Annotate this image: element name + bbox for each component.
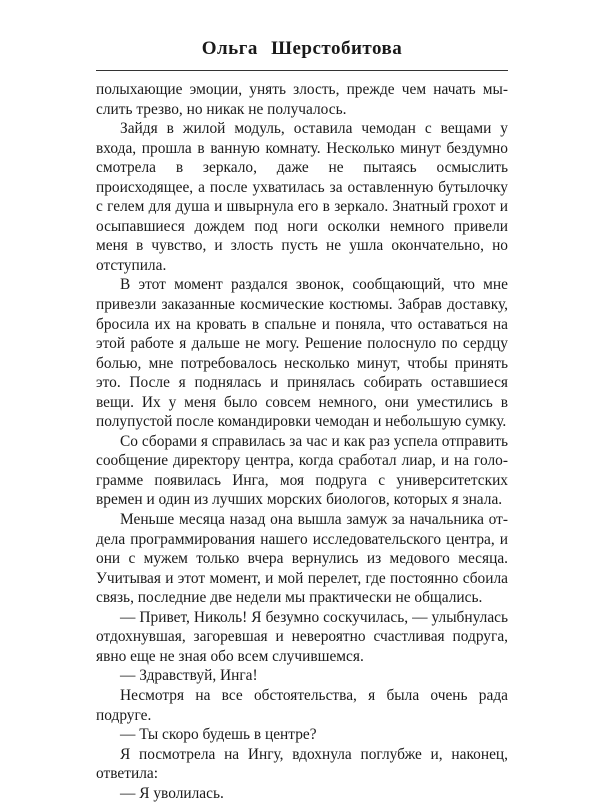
paragraph-3: В этот момент раздался звонок, сообщающий, что мне привезли заказанные космические костюмы. Забрав доставку, бросила их на кровать в спальне и поняла, что оставаться на этой работе я дальше не могу. Решение полоснуло по сердцу болью, мне потребовалось несколько минут, чтобы принять это. После я поднялась и принялась собирать оставшиеся вещи. Их у меня было совсем немного, они уместились в полупустой после командировки чемодан и небольшую сумку. [96, 276, 508, 431]
paragraph-2: Зайдя в жилой модуль, оставила чемодан с вещами у входа, прошла в ванную комнату. Несколько минут бездумно смотрела в зеркало, даже не пытаясь осмыслить происходящее, а после ухватилась за оставленную бутылочку с гелем для душа и швырнула его в зеркало. Знатный грохот и осыпавшиеся дождем под ноги осколки немного привели меня в чувство, и злость пусть не ушла окончательно, но отступила. [96, 120, 508, 274]
header-divider [96, 70, 508, 71]
paragraph-4: Со сборами я справилась за час и как раз успела отправить сообщение директору центра, когда сработал лиар, и на голограмме появилась Инга, моя подруга с университетских времен и один из лучших морских биологов, которых я знала. [96, 432, 508, 509]
page-body-text [96, 80, 508, 803]
paragraph-6-dialogue: — Привет, Николь! Я безумно соскучилась, — улыбнулась отдохнувшая, загоревшая и невероятно счастливая подруга, явно еще не зная обо всем случившемся. [96, 608, 508, 665]
paragraph-11-dialogue: — Я уволилась. [120, 784, 224, 802]
paragraph-1: полыхающие эмоции, унять злость, прежде чем начать мыслить трезво, но никак не получалось. [96, 81, 508, 118]
paragraph-7-dialogue: — Здравствуй, Инга! [120, 667, 258, 685]
running-header-author: Ольга Шерстобитова [201, 38, 403, 59]
paragraph-8: Несмотря на все обстоятельства, я была очень рада подруге. [96, 686, 508, 724]
paragraph-5: Меньше месяца назад она вышла замуж за начальника отдела программирования нашего исследовательского центра, и они с мужем только вчера вернулись из медового месяца. Учитывая и этот момент, и мой перелет, где постоянно сбоила связь, последние две недели мы практически не общались. [96, 511, 508, 607]
paragraph-9-dialogue: — Ты скоро будешь в центре? [120, 726, 317, 744]
paragraph-10: Я посмотрела на Ингу, вдохнула поглубже и, наконец, ответила: [96, 745, 508, 783]
